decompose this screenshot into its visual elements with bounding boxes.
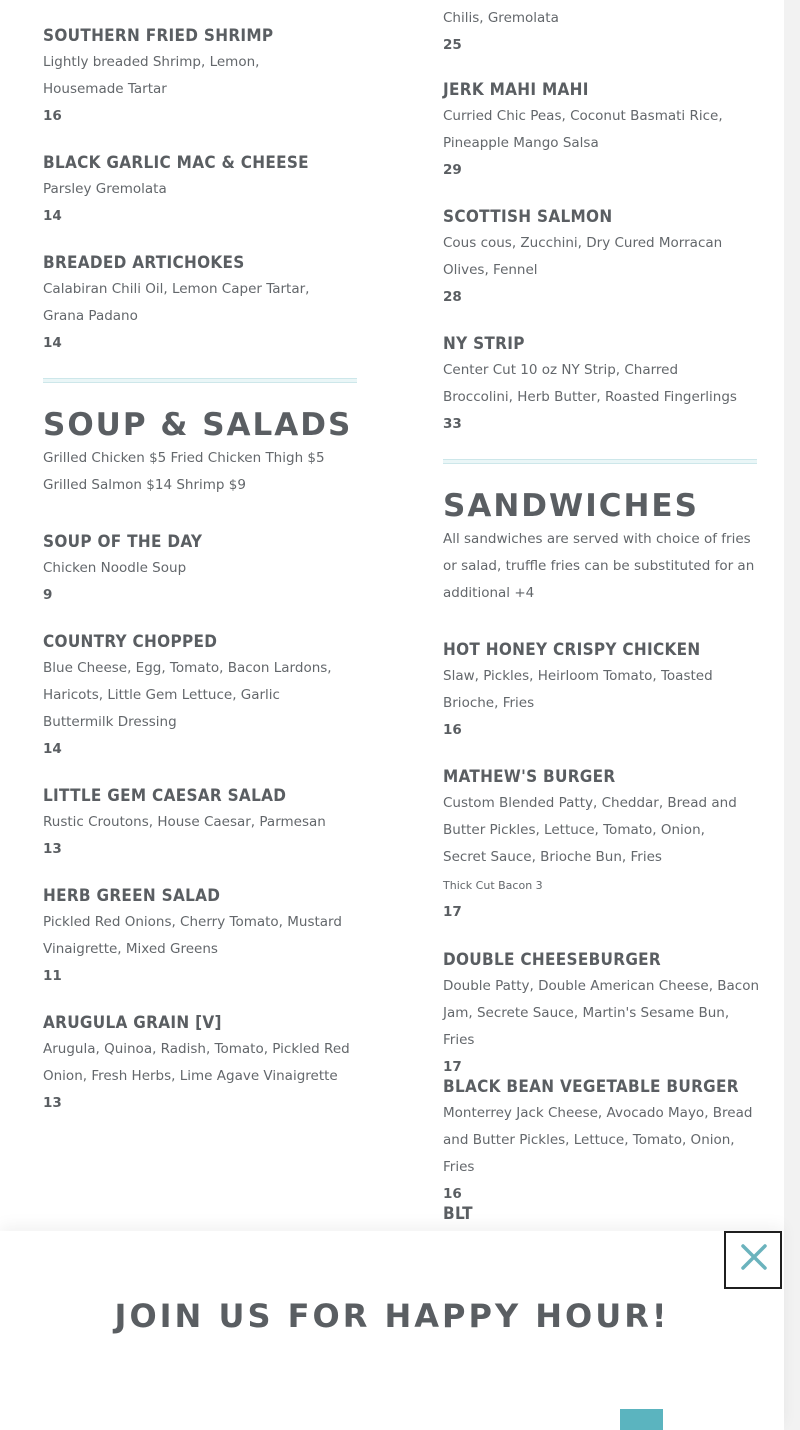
menu-item <box>443 78 763 184</box>
item-description: Calabiran Chili Oil, Lemon Caper Tartar, Grana Padano <box>43 281 310 324</box>
item-price: 28 <box>443 289 462 305</box>
section-title: SANDWICHES <box>443 488 699 524</box>
item-description: Curried Chic Peas, Coconut Basmati Rice, Pineapple Mango Salsa <box>443 108 723 151</box>
item-price: 13 <box>43 841 62 857</box>
menu-item <box>43 784 363 863</box>
item-description: Blue Cheese, Egg, Tomato, Bacon Lardons, Haricots, Little Gem Lettuce, Garlic Buttermilk Dressing <box>43 660 332 730</box>
item-price: 14 <box>43 208 62 224</box>
item-description: Slaw, Pickles, Heirloom Tomato, Toasted Brioche, Fries <box>443 668 713 711</box>
item-price: 16 <box>443 1186 462 1202</box>
item-price: 25 <box>443 37 462 53</box>
item-name: HOT HONEY CRISPY CHICKEN <box>443 640 701 660</box>
menu-item <box>443 1075 763 1208</box>
item-name: SOUP OF THE DAY <box>43 532 203 552</box>
item-name: BLACK GARLIC MAC & CHEESE <box>43 153 309 173</box>
menu-item <box>443 765 763 926</box>
menu-item <box>443 948 763 1081</box>
item-name: HERB GREEN SALAD <box>43 886 221 906</box>
section-note: Grilled Chicken $5 Fried Chicken Thigh $5 Grilled Salmon $14 Shrimp $9 <box>43 450 325 493</box>
item-description: Center Cut 10 oz NY Strip, Charred Broccolini, Herb Butter, Roasted Fingerlings <box>443 362 737 405</box>
menu-item <box>443 5 763 59</box>
item-description: Pickled Red Onions, Cherry Tomato, Mustard Vinaigrette, Mixed Greens <box>43 914 342 957</box>
item-price: 16 <box>43 108 62 124</box>
item-name: ARUGULA GRAIN [V] <box>43 1013 222 1033</box>
item-description: Chicken Noodle Soup <box>43 560 187 576</box>
item-name: JERK MAHI MAHI <box>443 80 589 100</box>
menu-item <box>443 1202 763 1226</box>
item-description: Double Patty, Double American Cheese, Bacon Jam, Secrete Sauce, Martin's Sesame Bun, Fries <box>443 978 760 1048</box>
close-button[interactable] <box>724 1231 782 1289</box>
menu-item <box>43 24 363 130</box>
popup-title: JOIN US FOR HAPPY HOUR! <box>114 1297 670 1335</box>
menu-item <box>43 1011 363 1117</box>
close-icon <box>726 1233 780 1287</box>
item-price: 14 <box>43 335 62 351</box>
menu-item <box>443 205 763 311</box>
section-title: SOUP & SALADS <box>43 407 353 443</box>
item-price: 29 <box>443 162 462 178</box>
item-price: 16 <box>443 722 462 738</box>
menu-item <box>43 884 363 990</box>
item-price: 17 <box>443 904 462 920</box>
item-price: 11 <box>43 968 62 984</box>
section-divider <box>443 459 757 464</box>
section-divider <box>43 378 357 383</box>
item-price: 13 <box>43 1095 62 1111</box>
menu-item <box>43 151 363 230</box>
item-name: NY STRIP <box>443 334 525 354</box>
popup-action-button[interactable] <box>620 1409 663 1430</box>
item-name: BREADED ARTICHOKES <box>43 253 245 273</box>
item-name: BLACK BEAN VEGETABLE BURGER <box>443 1077 739 1097</box>
item-name: BLT <box>443 1204 473 1224</box>
item-price: 9 <box>43 587 53 603</box>
item-description: Arugula, Quinoa, Radish, Tomato, Pickled Red Onion, Fresh Herbs, Lime Agave Vinaigrette <box>43 1041 350 1084</box>
happy-hour-popup <box>0 1231 784 1430</box>
item-name: SOUTHERN FRIED SHRIMP <box>43 26 274 46</box>
item-description: Chilis, Gremolata <box>443 10 559 26</box>
item-description: Monterrey Jack Cheese, Avocado Mayo, Bread and Butter Pickles, Lettuce, Tomato, Onion, Fries <box>443 1105 753 1175</box>
item-price: 17 <box>443 1059 462 1075</box>
menu-item <box>443 638 763 744</box>
item-description: Custom Blended Patty, Cheddar, Bread and Butter Pickles, Lettuce, Tomato, Onion, Secret Sauce, Brioche Bun, Fries <box>443 795 737 865</box>
item-description: Rustic Croutons, House Caesar, Parmesan <box>43 814 326 830</box>
item-name: SCOTTISH SALMON <box>443 207 613 227</box>
item-name: MATHEW'S BURGER <box>443 767 616 787</box>
scrollbar[interactable] <box>784 0 800 1430</box>
item-description: Parsley Gremolata <box>43 181 167 197</box>
item-name: COUNTRY CHOPPED <box>43 632 218 652</box>
item-name: LITTLE GEM CAESAR SALAD <box>43 786 287 806</box>
menu-item <box>443 332 763 438</box>
item-description: Lightly breaded Shrimp, Lemon, Housemade Tartar <box>43 54 260 97</box>
item-name: DOUBLE CHEESEBURGER <box>443 950 662 970</box>
item-price: 14 <box>43 741 62 757</box>
item-description: Cous cous, Zucchini, Dry Cured Morracan Olives, Fennel <box>443 235 723 278</box>
menu-item <box>43 630 363 763</box>
item-price: 33 <box>443 416 462 432</box>
item-addon: Thick Cut Bacon 3 <box>443 879 543 892</box>
menu-item <box>43 530 363 609</box>
section-note: All sandwiches are served with choice of fries or salad, truffle fries can be substituted for an additional +4 <box>443 531 755 601</box>
menu-item <box>43 251 363 357</box>
